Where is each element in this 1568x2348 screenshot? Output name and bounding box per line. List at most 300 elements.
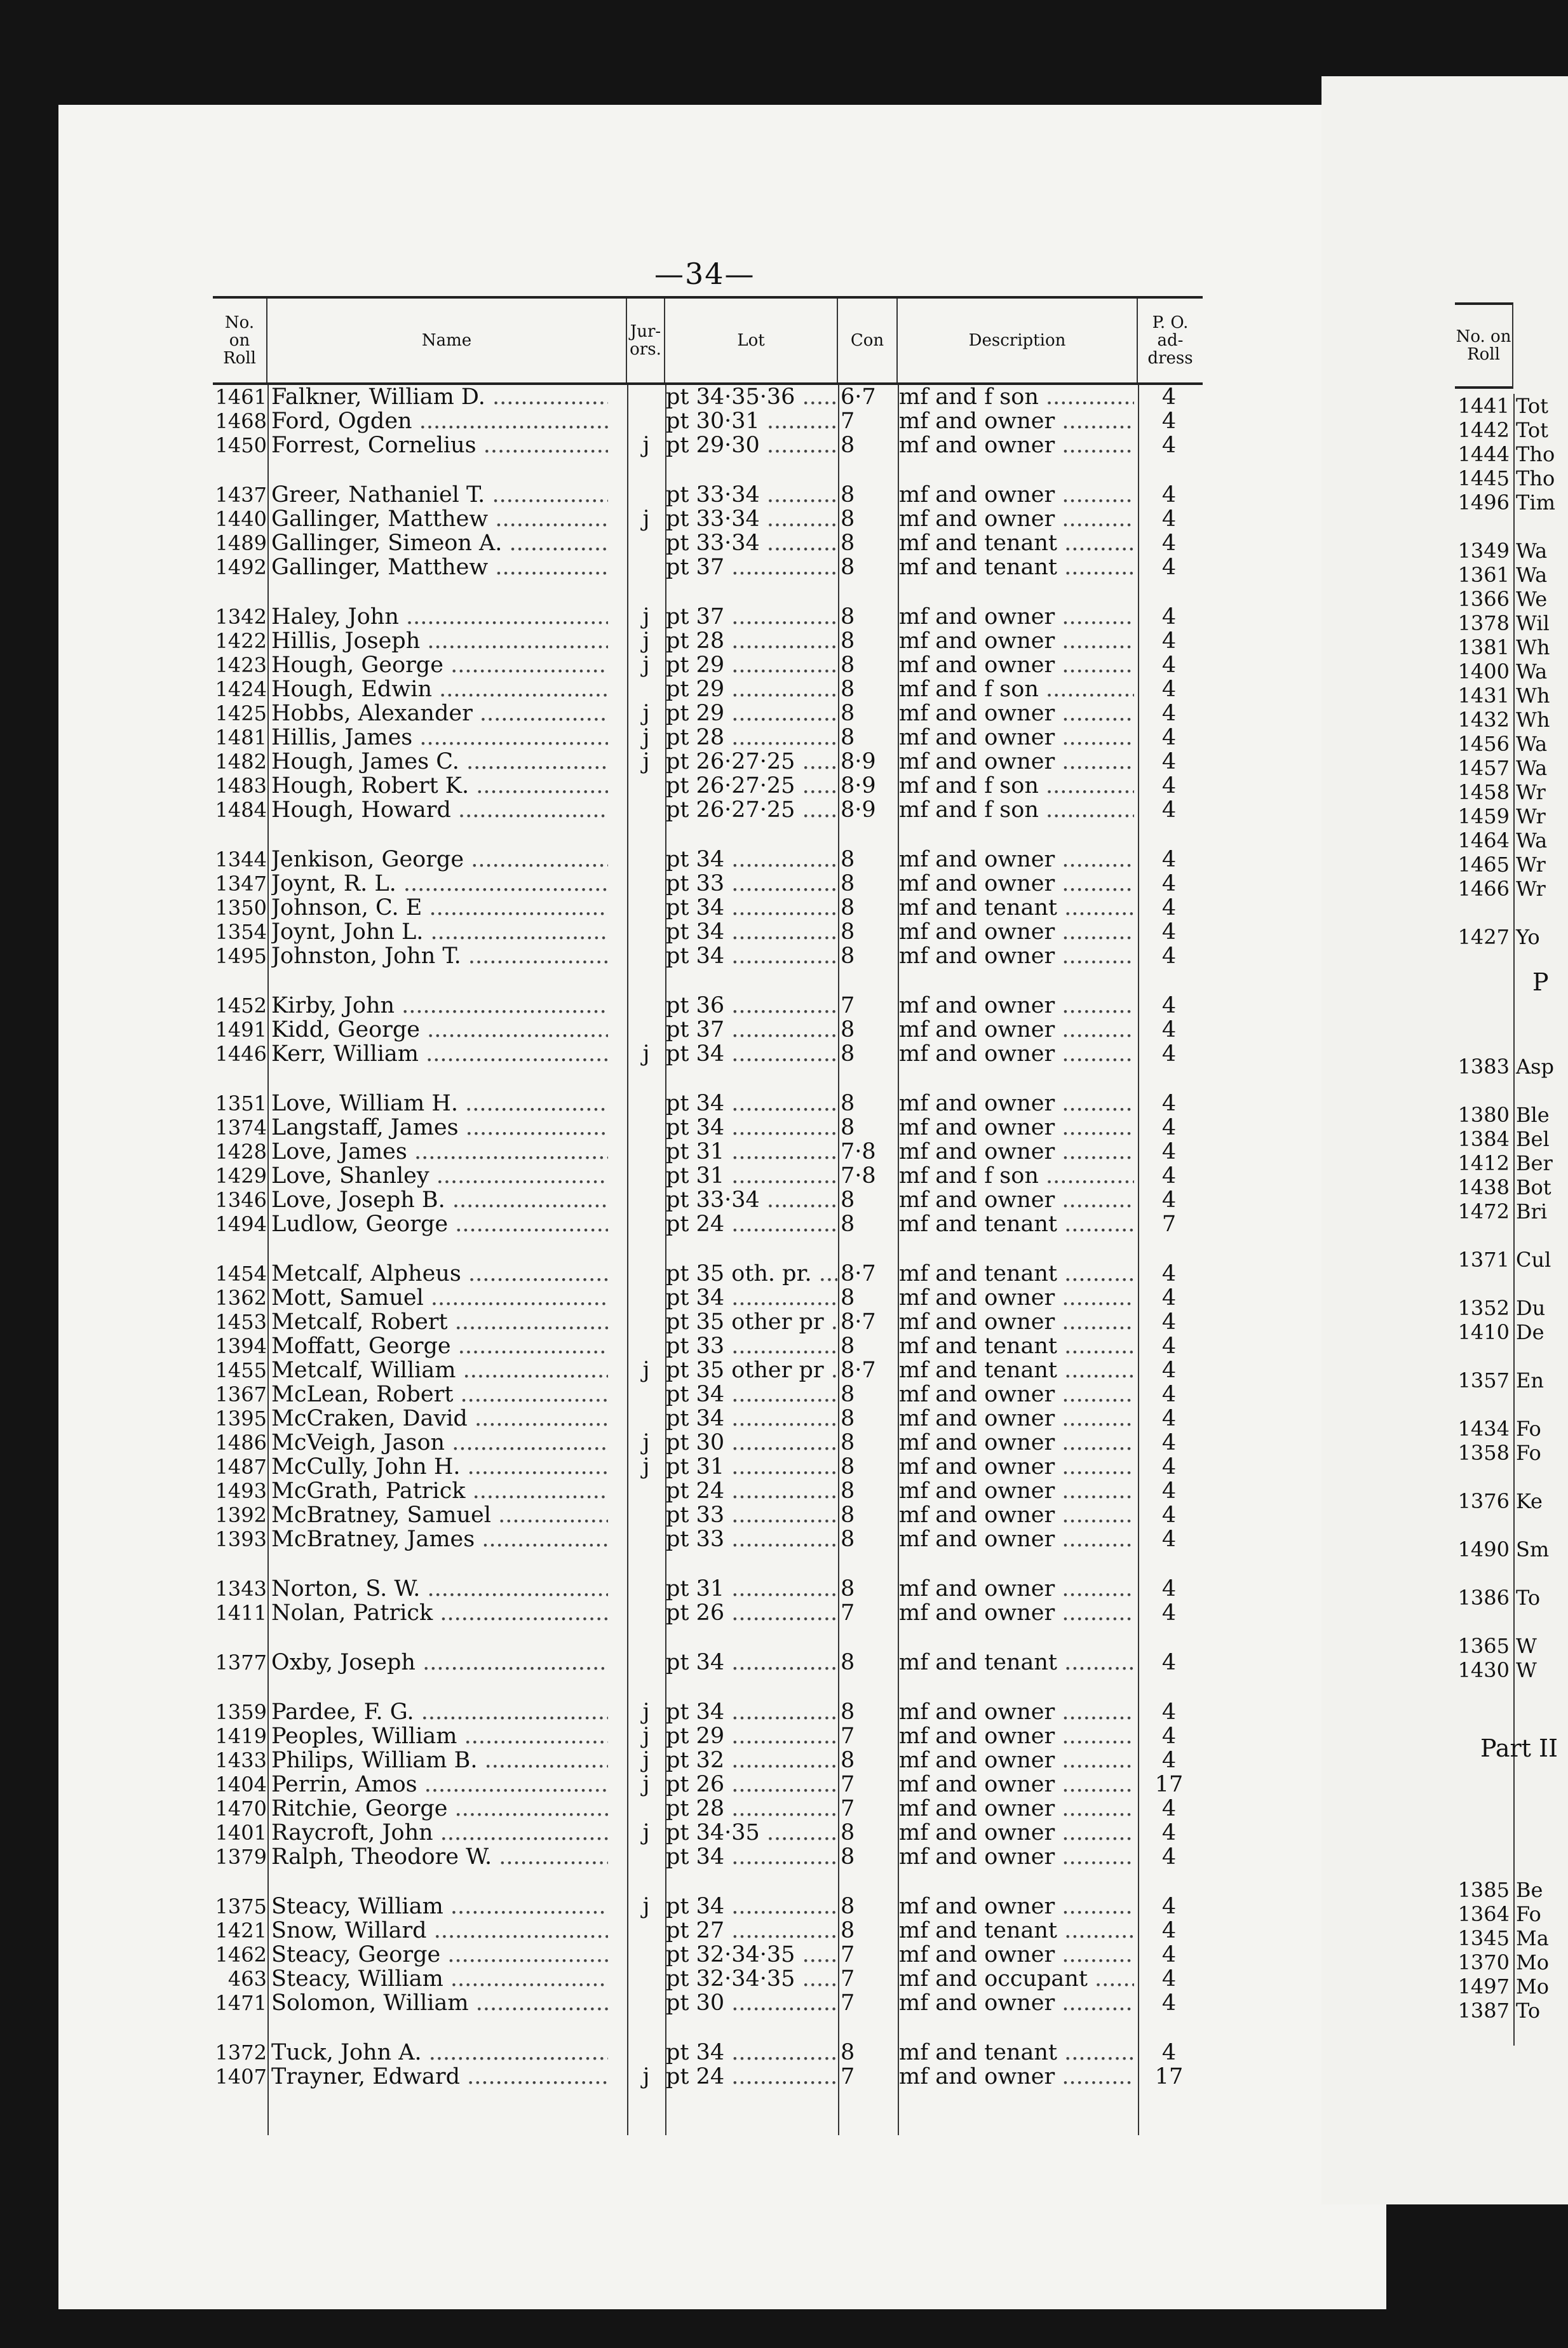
right-row bbox=[1455, 877, 1568, 901]
cell-jur: j bbox=[642, 1820, 650, 1845]
cell-desc: mf and owner ..... bbox=[899, 1503, 1134, 1527]
cell-con: 8 bbox=[841, 482, 855, 508]
cell-po: 4 bbox=[1161, 1382, 1177, 1407]
table-row bbox=[213, 750, 1203, 774]
right-cell-name: Wa bbox=[1516, 563, 1548, 587]
cell-po: 4 bbox=[1161, 1724, 1177, 1749]
cell-con: 7 bbox=[841, 1990, 855, 2016]
cell-lot: pt 33 ..... bbox=[666, 1503, 837, 1527]
right-cell-no: 1345 bbox=[1457, 1926, 1510, 1950]
table-row bbox=[213, 1479, 1203, 1503]
table-row bbox=[213, 1334, 1203, 1358]
right-row bbox=[1455, 1199, 1568, 1224]
cell-con: 8 bbox=[841, 555, 855, 580]
table-row bbox=[213, 1601, 1203, 1625]
cell-lot: pt 33·34 ..... bbox=[666, 507, 837, 531]
cell-name: Langstaff, James ..... bbox=[271, 1116, 608, 1140]
cell-po: 4 bbox=[1161, 482, 1177, 508]
right-cell-no: 1352 bbox=[1457, 1296, 1510, 1320]
cell-con: 8 bbox=[841, 2040, 855, 2065]
cell-name: Snow, Willard ..... bbox=[271, 1919, 608, 1943]
table-row bbox=[213, 1991, 1203, 2015]
table-row bbox=[213, 1503, 1203, 1527]
table-row bbox=[213, 1262, 1203, 1286]
cell-lot: pt 33·34 ..... bbox=[666, 483, 837, 507]
cell-con: 7 bbox=[841, 2064, 855, 2089]
cell-name: McVeigh, Jason ..... bbox=[271, 1431, 608, 1455]
right-cell-name: Tho bbox=[1516, 442, 1555, 466]
table-row bbox=[213, 1650, 1203, 1675]
table-row bbox=[213, 1919, 1203, 1943]
cell-con: 8 bbox=[841, 433, 855, 458]
cell-po: 4 bbox=[1161, 797, 1177, 823]
cell-name: Greer, Nathaniel T. ..... bbox=[271, 483, 608, 507]
cell-lot: pt 31 ..... bbox=[666, 1140, 837, 1164]
right-row bbox=[1455, 659, 1568, 684]
cell-name: McGrath, Patrick ..... bbox=[271, 1479, 608, 1503]
cell-lot: pt 34 ..... bbox=[666, 1042, 837, 1066]
cell-desc: mf and owner ..... bbox=[899, 1042, 1134, 1066]
cell-desc: mf and owner ..... bbox=[899, 944, 1134, 968]
cell-jur: j bbox=[642, 1430, 650, 1455]
cell-po: 4 bbox=[1161, 1600, 1177, 1626]
cell-lot: pt 31 ..... bbox=[666, 1577, 837, 1601]
cell-name: Kidd, George ..... bbox=[271, 1018, 608, 1042]
cell-po: 4 bbox=[1161, 1966, 1177, 1992]
cell-name: Ritchie, George ..... bbox=[271, 1797, 608, 1821]
cell-desc: mf and owner ..... bbox=[899, 1821, 1134, 1845]
table-row bbox=[213, 725, 1203, 750]
cell-con: 8 bbox=[841, 1844, 855, 1870]
right-cell-no: 1427 bbox=[1457, 925, 1510, 949]
cell-con: 8·7 bbox=[841, 1358, 876, 1383]
right-row bbox=[1455, 732, 1568, 756]
cell-name: Tuck, John A. ..... bbox=[271, 2041, 608, 2065]
cell-name: McCraken, David ..... bbox=[271, 1407, 608, 1431]
right-row bbox=[1455, 587, 1568, 611]
cell-po: 4 bbox=[1161, 604, 1177, 630]
right-row bbox=[1455, 1926, 1568, 1950]
right-cell-no: 1441 bbox=[1457, 394, 1510, 418]
table-row bbox=[213, 629, 1203, 653]
table-row bbox=[213, 872, 1203, 896]
cell-con: 8 bbox=[841, 1211, 855, 1237]
cell-con: 7 bbox=[841, 993, 855, 1018]
right-cell-no: 1386 bbox=[1457, 1586, 1510, 1610]
cell-desc: mf and owner ..... bbox=[899, 1188, 1134, 1212]
cell-name: Raycroft, John ..... bbox=[271, 1821, 608, 1845]
cell-no: 1344 bbox=[215, 847, 267, 872]
cell-lot: pt 34 ..... bbox=[666, 896, 837, 920]
cell-lot: pt 35 oth. pr. ..... bbox=[666, 1262, 837, 1286]
cell-lot: pt 33·34 ..... bbox=[666, 531, 837, 555]
right-cell-no: 1438 bbox=[1457, 1175, 1510, 1199]
cell-con: 8 bbox=[841, 1699, 855, 1725]
table-row bbox=[213, 507, 1203, 531]
cell-name: Jenkison, George ..... bbox=[271, 847, 608, 872]
cell-desc: mf and tenant ..... bbox=[899, 896, 1134, 920]
cell-no: 1491 bbox=[215, 1018, 267, 1042]
cell-lot: pt 26·27·25 ..... bbox=[666, 798, 837, 822]
cell-po: 4 bbox=[1161, 677, 1177, 702]
table-row bbox=[213, 1431, 1203, 1455]
right-cell-name: Cul bbox=[1516, 1248, 1551, 1272]
table-row bbox=[213, 1724, 1203, 1748]
cell-po: 4 bbox=[1161, 1942, 1177, 1967]
cell-no: 1343 bbox=[215, 1577, 267, 1601]
cell-lot: pt 29 ..... bbox=[666, 1724, 837, 1748]
cell-con: 8 bbox=[841, 1406, 855, 1431]
cell-po: 4 bbox=[1161, 628, 1177, 654]
cell-no: 1419 bbox=[215, 1724, 267, 1748]
table-row bbox=[213, 1845, 1203, 1869]
cell-po: 4 bbox=[1161, 773, 1177, 799]
cell-con: 7 bbox=[841, 1600, 855, 1626]
cell-name: Hillis, James ..... bbox=[271, 725, 608, 750]
cell-lot: pt 34 ..... bbox=[666, 920, 837, 944]
cell-po: 4 bbox=[1161, 1406, 1177, 1431]
cell-con: 8 bbox=[841, 506, 855, 532]
right-row bbox=[1455, 1175, 1568, 1199]
cell-po: 4 bbox=[1161, 1650, 1177, 1675]
cell-con: 8 bbox=[841, 530, 855, 556]
cell-lot: pt 30 ..... bbox=[666, 1431, 837, 1455]
cell-po: 17 bbox=[1154, 2064, 1184, 2089]
table-row bbox=[213, 1821, 1203, 1845]
cell-po: 4 bbox=[1161, 408, 1177, 434]
cell-desc: mf and tenant ..... bbox=[899, 1212, 1134, 1236]
cell-con: 8 bbox=[841, 1333, 855, 1359]
right-cell-no: 1496 bbox=[1457, 490, 1510, 515]
cell-po: 17 bbox=[1154, 1772, 1184, 1797]
right-row bbox=[1455, 1127, 1568, 1151]
cell-name: Trayner, Edward ..... bbox=[271, 2065, 608, 2089]
cell-jur: j bbox=[642, 701, 650, 726]
cell-con: 8 bbox=[841, 1527, 855, 1552]
cell-name: Hough, James C. ..... bbox=[271, 750, 608, 774]
right-cell-no: 1380 bbox=[1457, 1103, 1510, 1127]
right-row bbox=[1455, 925, 1568, 949]
cell-no: 1468 bbox=[215, 409, 267, 433]
right-cell-name: Sm bbox=[1516, 1537, 1550, 1562]
cell-con: 7 bbox=[841, 1966, 855, 1992]
right-cell-name: Du bbox=[1516, 1296, 1546, 1320]
right-cell-no: 1432 bbox=[1457, 708, 1510, 732]
right-section-p: P bbox=[1532, 968, 1549, 996]
cell-desc: mf and owner ..... bbox=[899, 507, 1134, 531]
right-cell-name: Asp bbox=[1516, 1055, 1555, 1079]
cell-desc: mf and owner ..... bbox=[899, 1382, 1134, 1407]
cell-desc: mf and owner ..... bbox=[899, 1310, 1134, 1334]
right-cell-name: Wr bbox=[1516, 804, 1546, 828]
right-cell-name: Wa bbox=[1516, 539, 1548, 563]
cell-jur: j bbox=[642, 2064, 650, 2089]
right-row bbox=[1455, 1586, 1568, 1610]
cell-desc: mf and owner ..... bbox=[899, 409, 1134, 433]
cell-no: 1492 bbox=[215, 555, 267, 579]
right-row bbox=[1455, 780, 1568, 804]
right-row bbox=[1455, 1368, 1568, 1393]
cell-lot: pt 34 ..... bbox=[666, 1845, 837, 1869]
cell-jur: j bbox=[642, 628, 650, 654]
cell-con: 8 bbox=[841, 1454, 855, 1480]
cell-name: Johnston, John T. ..... bbox=[271, 944, 608, 968]
cell-desc: mf and tenant ..... bbox=[899, 1919, 1134, 1943]
right-cell-name: Wh bbox=[1516, 708, 1550, 732]
table-row bbox=[213, 847, 1203, 872]
right-cell-name: To bbox=[1516, 1586, 1541, 1610]
cell-no: 1401 bbox=[215, 1821, 267, 1845]
cell-name: Mott, Samuel ..... bbox=[271, 1286, 608, 1310]
right-cell-no: 1349 bbox=[1457, 539, 1510, 563]
table-row bbox=[213, 1700, 1203, 1724]
cell-lot: pt 24 ..... bbox=[666, 2065, 837, 2089]
right-row bbox=[1455, 394, 1568, 418]
cell-lot: pt 34 ..... bbox=[666, 2041, 837, 2065]
right-row bbox=[1455, 1902, 1568, 1926]
cell-lot: pt 24 ..... bbox=[666, 1479, 837, 1503]
entry-group bbox=[213, 1091, 1203, 1236]
table-row bbox=[213, 1091, 1203, 1116]
cell-no: 1454 bbox=[215, 1262, 267, 1286]
right-row bbox=[1455, 1658, 1568, 1682]
cell-lot: pt 31 ..... bbox=[666, 1455, 837, 1479]
right-row bbox=[1455, 1417, 1568, 1441]
table-body bbox=[213, 385, 1203, 2089]
right-cell-name: Tim bbox=[1516, 490, 1555, 515]
cell-lot: pt 26·27·25 ..... bbox=[666, 774, 837, 798]
cell-name: Hough, Howard ..... bbox=[271, 798, 608, 822]
right-cell-no: 1400 bbox=[1457, 659, 1510, 684]
right-row bbox=[1455, 1248, 1568, 1272]
right-row bbox=[1455, 1634, 1568, 1658]
table-row bbox=[213, 994, 1203, 1018]
right-row bbox=[1455, 490, 1568, 515]
cell-po: 4 bbox=[1161, 943, 1177, 969]
right-cell-name: De bbox=[1516, 1320, 1544, 1344]
cell-no: 1404 bbox=[215, 1772, 267, 1797]
cell-lot: pt 28 ..... bbox=[666, 629, 837, 653]
cell-jur: j bbox=[642, 433, 650, 458]
cell-con: 8 bbox=[841, 628, 855, 654]
right-row bbox=[1455, 1974, 1568, 1999]
cell-no: 1392 bbox=[215, 1503, 267, 1527]
cell-po: 4 bbox=[1161, 1576, 1177, 1602]
right-cell-no: 1378 bbox=[1457, 611, 1510, 635]
table-row bbox=[213, 385, 1203, 409]
right-cell-no: 1364 bbox=[1457, 1902, 1510, 1926]
table-row bbox=[213, 701, 1203, 725]
cell-name: Philips, William B. ..... bbox=[271, 1748, 608, 1772]
cell-con: 8 bbox=[841, 1502, 855, 1528]
cell-po: 4 bbox=[1161, 384, 1177, 410]
cell-lot: pt 31 ..... bbox=[666, 1164, 837, 1188]
cell-lot: pt 32·34·35 ..... bbox=[666, 1943, 837, 1967]
cell-lot: pt 34 ..... bbox=[666, 1382, 837, 1407]
table-row bbox=[213, 1116, 1203, 1140]
cell-lot: pt 32 ..... bbox=[666, 1748, 837, 1772]
cell-con: 8 bbox=[841, 725, 855, 750]
right-cell-name: Yo bbox=[1516, 925, 1540, 949]
cell-no: 1424 bbox=[215, 677, 267, 701]
cell-jur: j bbox=[642, 725, 650, 750]
entry-group bbox=[213, 1650, 1203, 1675]
cell-lot: pt 26·27·25 ..... bbox=[666, 750, 837, 774]
entry-group bbox=[213, 847, 1203, 968]
cell-con: 8·9 bbox=[841, 773, 876, 799]
cell-no: 1411 bbox=[215, 1601, 267, 1625]
cell-lot: pt 34 ..... bbox=[666, 1700, 837, 1724]
right-cell-no: 1431 bbox=[1457, 684, 1510, 708]
header-lot: Lot bbox=[665, 299, 838, 382]
right-cell-no: 1458 bbox=[1457, 780, 1510, 804]
cell-con: 8·9 bbox=[841, 797, 876, 823]
cell-no: 1495 bbox=[215, 944, 267, 968]
cell-lot: pt 32·34·35 ..... bbox=[666, 1967, 837, 1991]
cell-desc: mf and f son ..... bbox=[899, 798, 1134, 822]
cell-po: 7 bbox=[1161, 1211, 1177, 1237]
right-row bbox=[1455, 1320, 1568, 1344]
right-cell-name: Fo bbox=[1516, 1417, 1541, 1441]
cell-con: 8 bbox=[841, 652, 855, 678]
right-cell-name: Tot bbox=[1516, 394, 1548, 418]
right-row bbox=[1455, 418, 1568, 442]
right-cell-no: 1381 bbox=[1457, 635, 1510, 659]
cell-lot: pt 26 ..... bbox=[666, 1772, 837, 1797]
cell-desc: mf and f son ..... bbox=[899, 1164, 1134, 1188]
cell-po: 4 bbox=[1161, 1478, 1177, 1504]
right-cell-no: 1445 bbox=[1457, 466, 1510, 490]
right-cell-name: Mo bbox=[1516, 1974, 1550, 1999]
entry-group bbox=[213, 605, 1203, 822]
right-cell-no: 1370 bbox=[1457, 1950, 1510, 1974]
right-row bbox=[1455, 1441, 1568, 1465]
right-cell-no: 1457 bbox=[1457, 756, 1510, 780]
cell-name: Norton, S. W. ..... bbox=[271, 1577, 608, 1601]
table-row bbox=[213, 1188, 1203, 1212]
cell-po: 4 bbox=[1161, 749, 1177, 774]
cell-con: 8·7 bbox=[841, 1261, 876, 1286]
table-row bbox=[213, 1407, 1203, 1431]
right-cell-no: 1371 bbox=[1457, 1248, 1510, 1272]
cell-con: 8 bbox=[841, 1918, 855, 1943]
cell-lot: pt 29 ..... bbox=[666, 677, 837, 701]
right-cell-no: 1430 bbox=[1457, 1658, 1510, 1682]
right-cell-name: Wa bbox=[1516, 756, 1548, 780]
cell-po: 4 bbox=[1161, 1017, 1177, 1042]
table-row bbox=[213, 2041, 1203, 2065]
table-row bbox=[213, 1967, 1203, 1991]
cell-name: Ralph, Theodore W. ..... bbox=[271, 1845, 608, 1869]
cell-name: Moffatt, George ..... bbox=[271, 1334, 608, 1358]
header-jurors: Jur-ors. bbox=[627, 299, 665, 382]
cell-desc: mf and owner ..... bbox=[899, 1479, 1134, 1503]
cell-name: Kirby, John ..... bbox=[271, 994, 608, 1018]
cell-con: 8 bbox=[841, 1430, 855, 1455]
right-row bbox=[1455, 539, 1568, 563]
cell-desc: mf and tenant ..... bbox=[899, 1358, 1134, 1382]
cell-name: Perrin, Amos ..... bbox=[271, 1772, 608, 1797]
right-cell-name: Wa bbox=[1516, 732, 1548, 756]
right-cell-name: Ble bbox=[1516, 1103, 1550, 1127]
right-row bbox=[1455, 1296, 1568, 1320]
cell-no: 1482 bbox=[215, 750, 267, 774]
right-row bbox=[1455, 853, 1568, 877]
right-row bbox=[1455, 1999, 1568, 2023]
right-cell-name: W bbox=[1516, 1634, 1537, 1658]
cell-lot: pt 34 ..... bbox=[666, 847, 837, 872]
cell-name: Gallinger, Simeon A. ..... bbox=[271, 531, 608, 555]
cell-po: 4 bbox=[1161, 530, 1177, 556]
cell-jur: j bbox=[642, 506, 650, 532]
cell-con: 8 bbox=[841, 1576, 855, 1602]
cell-con: 8 bbox=[841, 1091, 855, 1116]
cell-lot: pt 28 ..... bbox=[666, 1797, 837, 1821]
right-cell-name: Ke bbox=[1516, 1489, 1543, 1513]
cell-no: 1470 bbox=[215, 1797, 267, 1821]
cell-desc: mf and owner ..... bbox=[899, 1845, 1134, 1869]
cell-con: 8 bbox=[841, 1041, 855, 1067]
cell-desc: mf and tenant ..... bbox=[899, 1262, 1134, 1286]
cell-no: 1487 bbox=[215, 1455, 267, 1479]
right-cell-name: Ber bbox=[1516, 1151, 1553, 1175]
table-row bbox=[213, 1748, 1203, 1772]
entry-group bbox=[213, 483, 1203, 579]
cell-con: 7 bbox=[841, 408, 855, 434]
cell-po: 4 bbox=[1161, 1309, 1177, 1335]
cell-name: Johnson, C. E ..... bbox=[271, 896, 608, 920]
cell-lot: pt 37 ..... bbox=[666, 605, 837, 629]
cell-name: Pardee, F. G. ..... bbox=[271, 1700, 608, 1724]
cell-po: 4 bbox=[1161, 1748, 1177, 1773]
cell-desc: mf and owner ..... bbox=[899, 1894, 1134, 1919]
right-cell-no: 1384 bbox=[1457, 1127, 1510, 1151]
table-row bbox=[213, 1527, 1203, 1551]
cell-name: Kerr, William ..... bbox=[271, 1042, 608, 1066]
cell-con: 7 bbox=[841, 1772, 855, 1797]
cell-po: 4 bbox=[1161, 1527, 1177, 1552]
right-cell-name: Wa bbox=[1516, 828, 1548, 853]
cell-desc: mf and f son ..... bbox=[899, 385, 1134, 409]
cell-name: Love, William H. ..... bbox=[271, 1091, 608, 1116]
right-cell-no: 1464 bbox=[1457, 828, 1510, 853]
table-row bbox=[213, 1455, 1203, 1479]
right-row bbox=[1455, 828, 1568, 853]
right-row bbox=[1455, 1103, 1568, 1127]
cell-name: Hough, Robert K. ..... bbox=[271, 774, 608, 798]
cell-no: 1446 bbox=[215, 1042, 267, 1066]
cell-name: Forrest, Cornelius ..... bbox=[271, 433, 608, 457]
cell-lot: pt 35 other pr ..... bbox=[666, 1310, 837, 1334]
cell-con: 8·9 bbox=[841, 749, 876, 774]
cell-con: 7 bbox=[841, 1796, 855, 1821]
right-row bbox=[1455, 708, 1568, 732]
right-cell-no: 1383 bbox=[1457, 1055, 1510, 1079]
cell-lot: pt 34 ..... bbox=[666, 1650, 837, 1675]
entry-group bbox=[213, 1700, 1203, 1869]
table-row bbox=[213, 1018, 1203, 1042]
table-row bbox=[213, 1212, 1203, 1236]
cell-desc: mf and owner ..... bbox=[899, 1797, 1134, 1821]
right-cell-no: 1385 bbox=[1457, 1878, 1510, 1902]
cell-desc: mf and owner ..... bbox=[899, 1140, 1134, 1164]
table-row bbox=[213, 1894, 1203, 1919]
right-cell-name: We bbox=[1516, 587, 1548, 611]
cell-no: 1483 bbox=[215, 774, 267, 798]
cell-no: 1374 bbox=[215, 1116, 267, 1140]
cell-name: Steacy, George ..... bbox=[271, 1943, 608, 1967]
cell-lot: pt 28 ..... bbox=[666, 725, 837, 750]
